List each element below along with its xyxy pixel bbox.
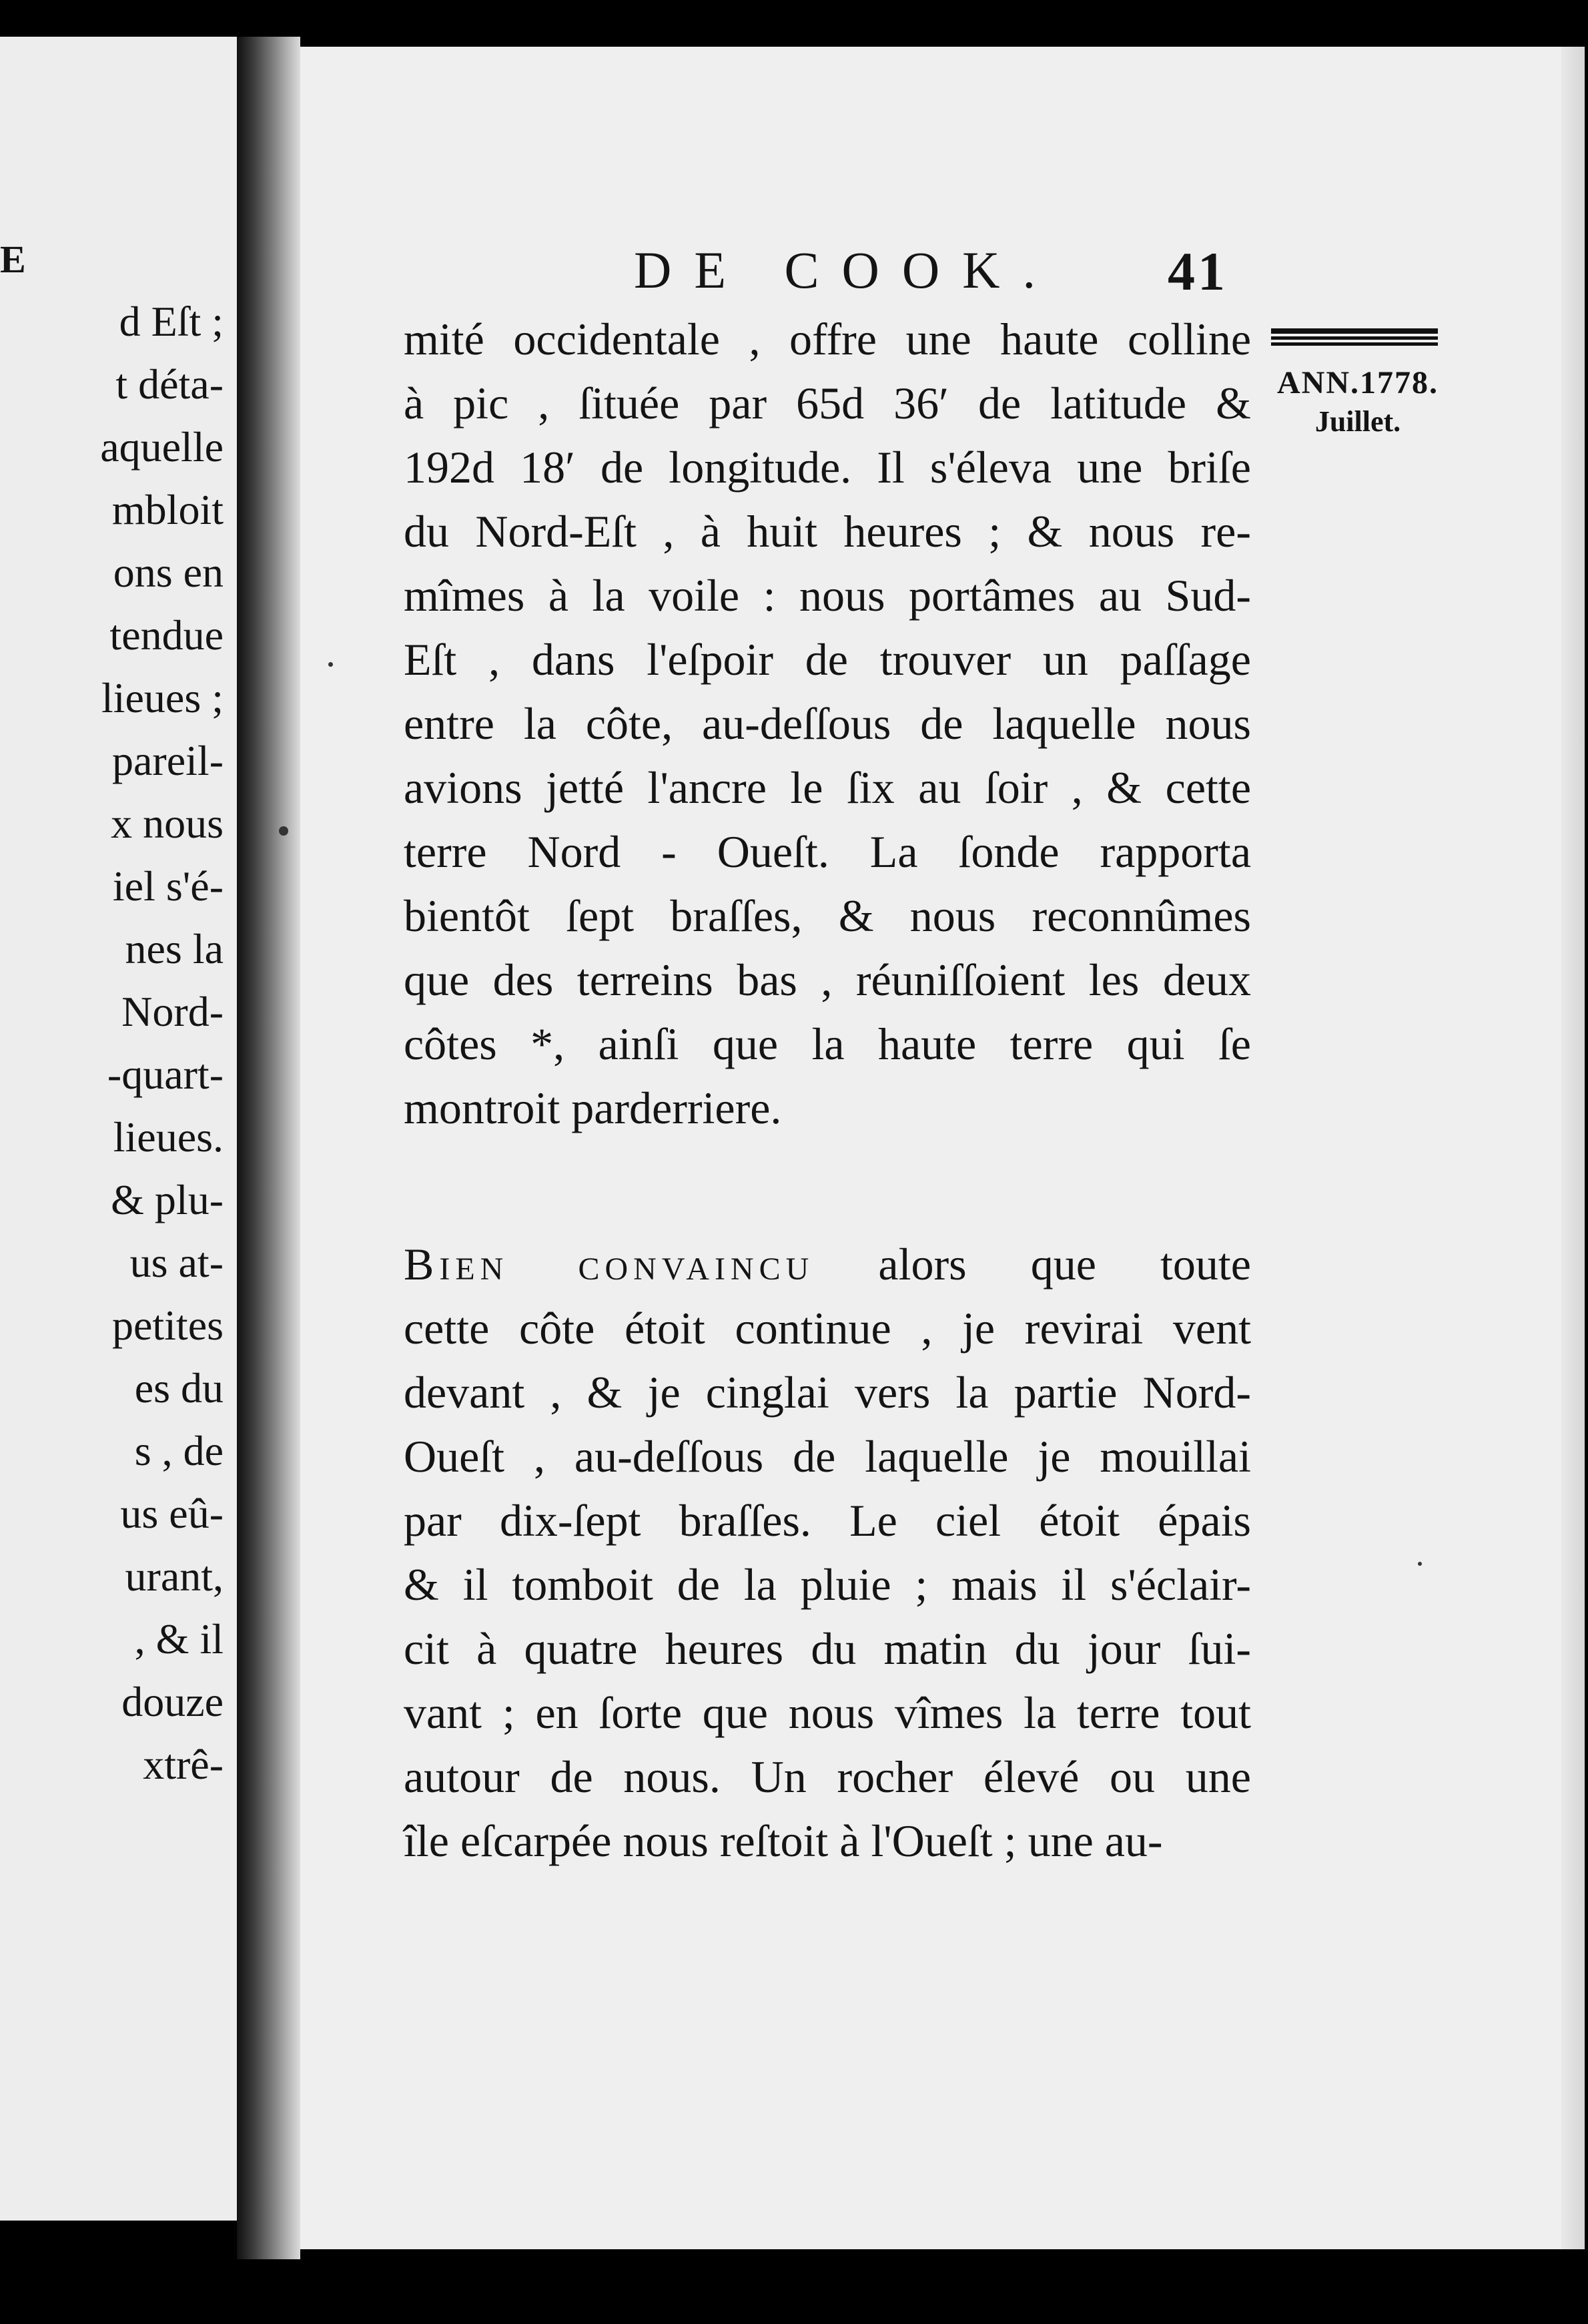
text-line — [404, 1232, 1251, 1296]
text-line: autour de nous. Un rocher élevé ou une — [404, 1751, 1251, 1802]
text-line-rest: alors que toute — [814, 1239, 1251, 1289]
text-line: devant , & je cinglai vers la partie Nord- — [404, 1367, 1251, 1418]
body-text — [404, 307, 1251, 1873]
left-page-line: tendue — [109, 611, 224, 659]
left-page-line: us eû- — [120, 1490, 224, 1537]
text-line: cette côte étoit continue , je revirai vent — [404, 1303, 1251, 1354]
text-line: terre Nord - Oueſt. La ſonde rapporta — [404, 826, 1251, 877]
text-line: & il tomboit de la pluie ; mais il s'éclair- — [404, 1559, 1251, 1610]
left-page-line: pareil- — [112, 737, 224, 784]
text-line: à pic , ſituée par 65d 36′ de latitude & — [404, 378, 1251, 428]
print-speck — [1418, 1562, 1422, 1566]
left-page-line: , & il — [134, 1615, 224, 1663]
left-page-line: d Eſt ; — [119, 298, 224, 345]
text-line: 192d 18′ de longitude. Il s'éleva une briſe — [404, 442, 1251, 493]
left-page-line: aquelle — [100, 423, 224, 471]
left-page-line: Nord- — [121, 988, 224, 1035]
text-line: Oueſt , au-deſſous de laquelle je mouillai — [404, 1431, 1251, 1482]
text-line: cit à quatre heures du matin du jour ſui- — [404, 1623, 1251, 1674]
left-page-line: us at- — [129, 1239, 224, 1286]
left-page-line: petites — [111, 1301, 224, 1349]
margin-note-year: ANN.1778. — [1277, 365, 1439, 400]
left-page-line: t déta- — [115, 360, 224, 408]
page-number: 41 — [1168, 241, 1228, 302]
paragraph-2 — [404, 1232, 1251, 1873]
left-page-line: iel s'é- — [112, 862, 224, 910]
text-line: entre la côte, au-deſſous de laquelle nous — [404, 698, 1251, 749]
text-line: mîmes à la voile : nous portâmes au Sud- — [404, 570, 1251, 621]
left-page-line: es du — [134, 1364, 224, 1412]
left-page-line: lieues ; — [101, 674, 224, 721]
left-page-line: -quart- — [107, 1051, 224, 1098]
text-line: que des terreins bas , réuniſſoient les deux — [404, 954, 1251, 1005]
text-line: côtes *, ainſi que la haute terre qui ſe — [404, 1019, 1251, 1069]
paragraph-1 — [404, 307, 1251, 1140]
page-edge — [1561, 47, 1585, 2249]
text-line: mité occidentale , offre une haute colline — [404, 314, 1251, 364]
left-page-line: x nous — [111, 800, 224, 847]
left-page-line: xtrê- — [143, 1741, 224, 1788]
text-line: Eſt , dans l'eſpoir de trouver un paſſage — [404, 634, 1251, 685]
left-facing-page — [0, 37, 237, 2221]
left-page-header-fragment: E — [0, 238, 27, 281]
left-page-line: mbloit — [111, 486, 224, 533]
left-page-line: nes la — [125, 925, 224, 972]
text-line: du Nord-Eſt , à huit heures ; & nous re- — [404, 506, 1251, 557]
margin-note-month: Juillet. — [1314, 405, 1401, 438]
print-speck — [279, 826, 288, 836]
left-page-line: ons en — [113, 549, 224, 596]
text-line: avions jetté l'ancre le ſix au ſoir , & cette — [404, 762, 1251, 813]
margin-rule — [1271, 328, 1438, 343]
running-head-title: DE COOK. — [634, 241, 1058, 299]
text-line: montroit parderriere. — [404, 1083, 782, 1133]
left-page-line: urant, — [125, 1552, 224, 1600]
text-line: bientôt ſept braſſes, & nous reconnûmes — [404, 890, 1251, 941]
left-page-line: lieues. — [113, 1113, 224, 1161]
left-page-line: s , de — [134, 1427, 224, 1474]
left-page-line: & plu- — [111, 1176, 224, 1223]
print-speck — [328, 662, 333, 667]
book-gutter — [237, 37, 300, 2259]
text-line: par dix-ſept braſſes. Le ciel étoit épais — [404, 1495, 1251, 1546]
margin-note — [1271, 364, 1445, 441]
text-line: vant ; en ſorte que nous vîmes la terre tout — [404, 1687, 1251, 1738]
text-line: île eſcarpée nous reſtoit à l'Oueſt ; une au- — [404, 1815, 1163, 1866]
left-page-line: douze — [121, 1678, 224, 1725]
running-head — [634, 240, 1261, 300]
lead-smallcaps: Bien convaincu — [404, 1239, 815, 1289]
